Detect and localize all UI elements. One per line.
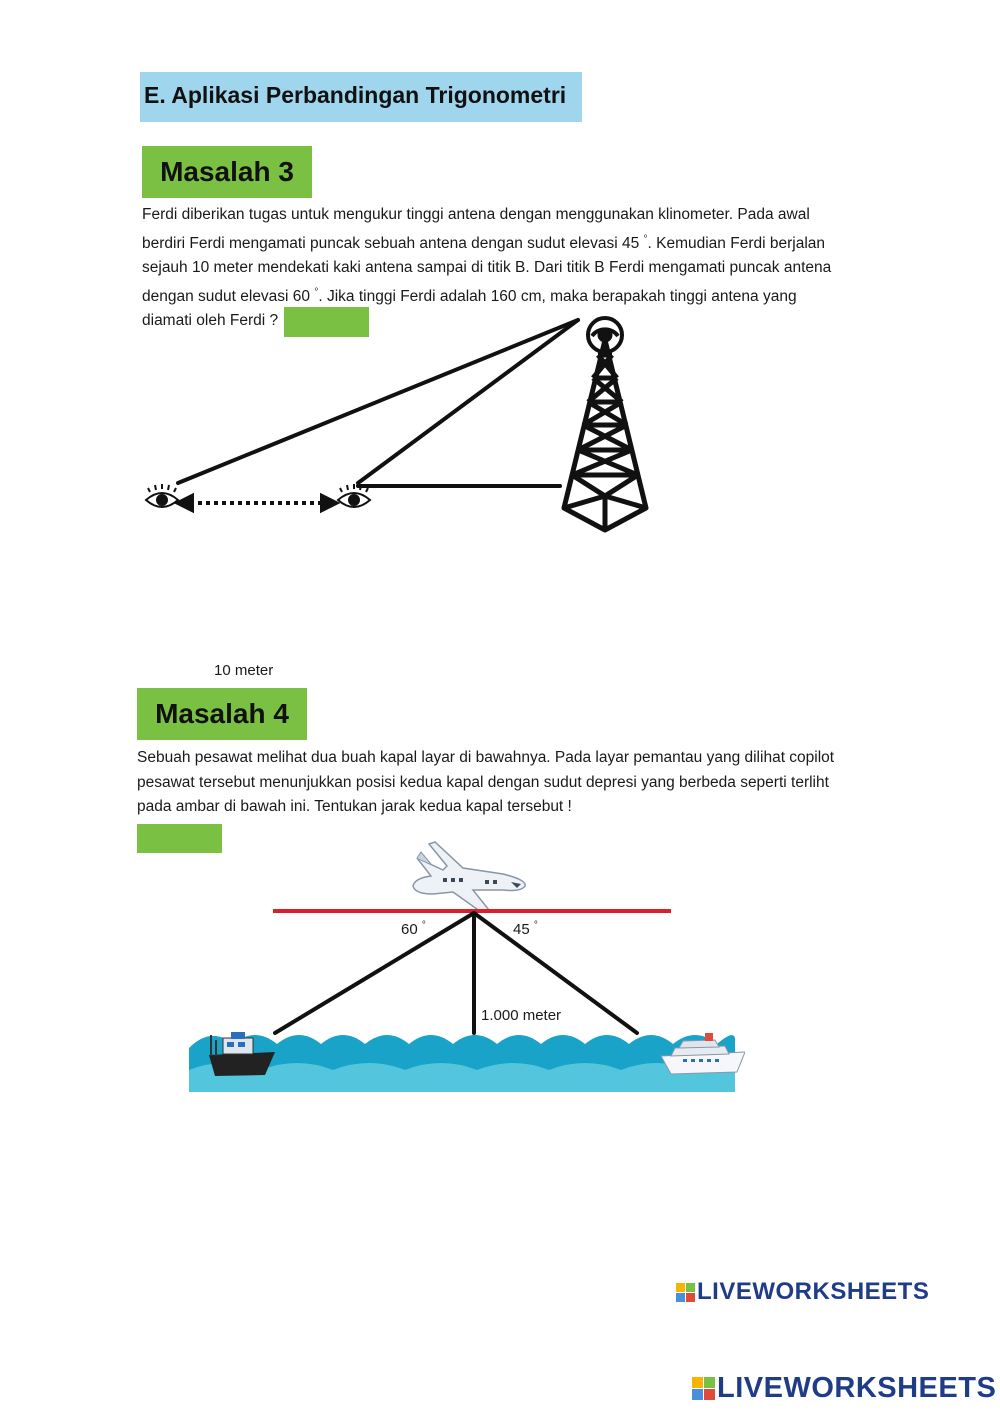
angle-60-label: 60 ° [401,920,426,938]
depression-line-60 [275,913,474,1033]
liveworksheets-logo: LIVEWORKSHEETS [676,1278,929,1306]
problem3-line: diamati oleh Ferdi ? [142,312,279,330]
problem4-line: pada ambar di bawah ini. Tentukan jarak kedua kapal tersebut ! [137,798,572,815]
antenna-diagram [140,310,680,540]
problem4-title: Masalah 4 [137,688,307,740]
problem3-line: Ferdi diberikan tugas untuk mengukur tinggi antena dengan menggunakan klinometer. Pada awal [142,206,810,223]
sightline-60 [358,320,578,483]
problem4-line: Sebuah pesawat melihat dua buah kapal layar di bawahnya. Pada layar pemantau yang dilihat copilot [137,749,835,766]
logo-grid-icon [692,1377,715,1400]
airplane-icon [413,842,525,912]
problem3-title: Masalah 3 [142,146,312,198]
distance-label: 10 meter [214,662,274,679]
problem3-line: dengan sudut elevasi 60 °. Jika tinggi Ferdi adalah 160 cm, maka berapakah tinggi antena yang [142,286,797,305]
sightline-45 [178,320,578,483]
height-label: 1.000 meter [481,1007,562,1024]
section-title: E. Aplikasi Perbandingan Trigonometri [144,82,567,108]
problem4-line: pesawat tersebut menunjukkan posisi kedua kapal dengan sudut depresi yang berbeda seperti terliht [137,773,829,791]
section-header [140,72,582,122]
distance-arrow [178,496,336,510]
problem4-text [137,746,853,820]
sea-waves [189,1035,735,1092]
problem3-line: berdiri Ferdi mengamati puncak sebuah antena dengan sudut elevasi 45 °. Kemudian Ferdi berjalan [142,233,826,252]
depression-diagram [185,830,745,1100]
eye-icon-start [146,484,178,507]
problem3-line: sejauh 10 meter mendekati kaki antena sampai di titik B. Dari titik B Ferdi mengamati puncak antena [142,259,832,277]
angle-45-label: 45 ° [513,920,538,938]
liveworksheets-logo-footer: LIVEWORKSHEETS [692,1372,996,1405]
logo-grid-icon [676,1283,695,1302]
antenna-tower-icon [564,318,646,530]
